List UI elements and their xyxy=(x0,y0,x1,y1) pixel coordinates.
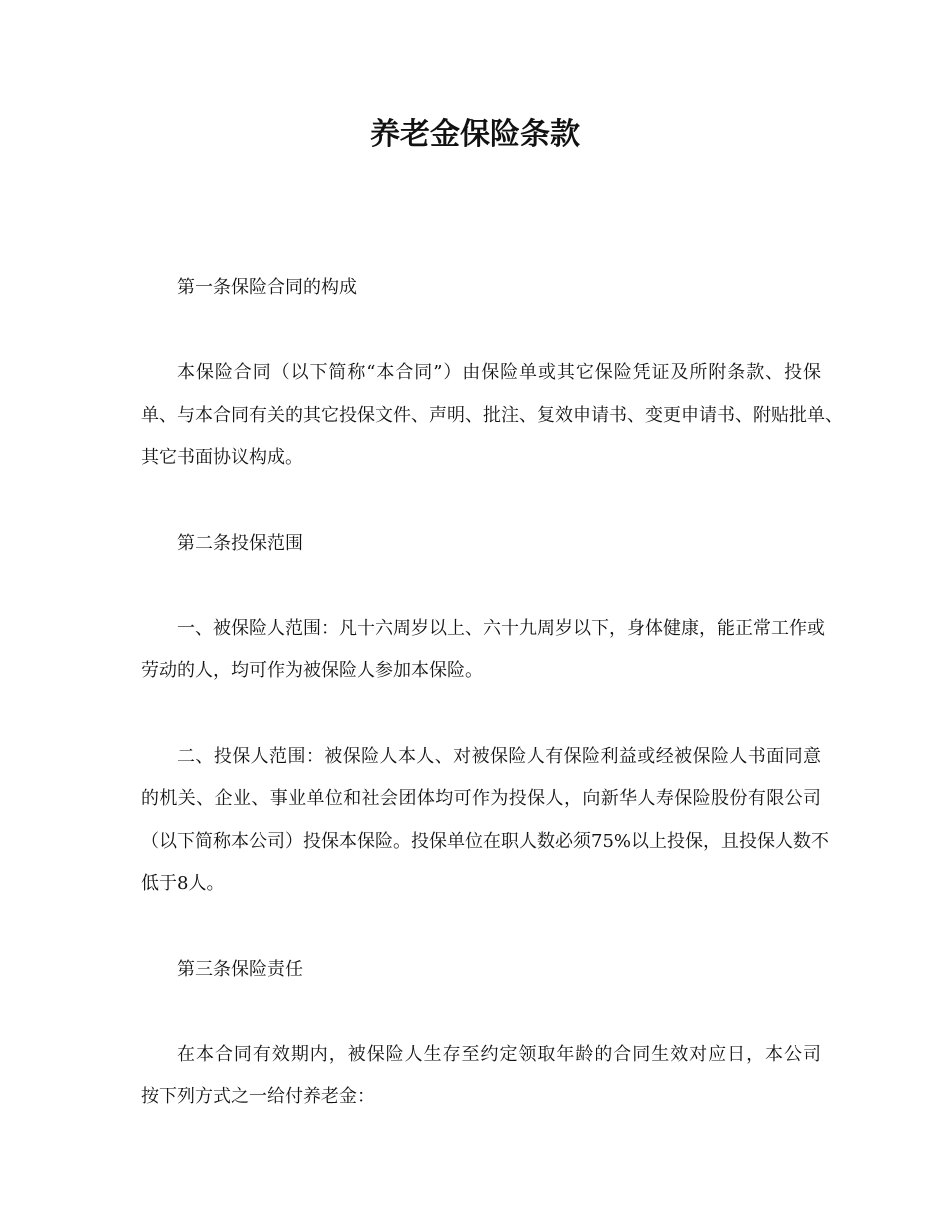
section-heading xyxy=(141,267,821,310)
text-line: 的机关、企业、事业单位和社会团体均可作为投保人，向新华人寿保险股份有限公司 xyxy=(141,788,821,810)
text-line: 单、与本合同有关的其它投保文件、声明、批注、复效申请书、变更申请书、附贴批单、 xyxy=(141,404,843,426)
document-title: 养老金保险条款 xyxy=(370,117,580,152)
text-line: 劳动的人，均可作为被保险人参加本保险。 xyxy=(141,660,483,682)
text-line: （以下简称本公司）投保本保险。投保单位在职人数必须75%以上投保，且投保人数不 xyxy=(141,830,830,852)
text-line: 第二条投保范围 xyxy=(177,532,303,554)
paragraph xyxy=(141,736,830,906)
text-line: 第三条保险责任 xyxy=(177,958,303,980)
text-line: 低于8人。 xyxy=(141,873,225,895)
document-body xyxy=(141,267,843,1161)
paragraph xyxy=(141,608,825,693)
text-line: 一、被保险人范围：凡十六周岁以上、六十九周岁以下，身体健康，能正常工作或 xyxy=(177,617,825,639)
text-line: 在本合同有效期内，被保险人生存至约定领取年龄的合同生效对应日，本公司 xyxy=(177,1043,821,1065)
text-line: 其它书面协议构成。 xyxy=(141,447,303,469)
text-line: 按下列方式之一给付养老金： xyxy=(141,1086,375,1108)
section-heading xyxy=(141,523,821,566)
text-line: 第一条保险合同的构成 xyxy=(177,277,357,298)
paragraph xyxy=(141,1034,821,1119)
text-line: 本保险合同（以下简称“本合同”）由保险单或其它保险凭证及所附条款、投保 xyxy=(177,362,821,384)
paragraph xyxy=(141,352,843,480)
text-line: 二、投保人范围：被保险人本人、对被保险人有保险利益或经被保险人书面同意 xyxy=(177,745,821,767)
paragraph xyxy=(141,949,821,992)
